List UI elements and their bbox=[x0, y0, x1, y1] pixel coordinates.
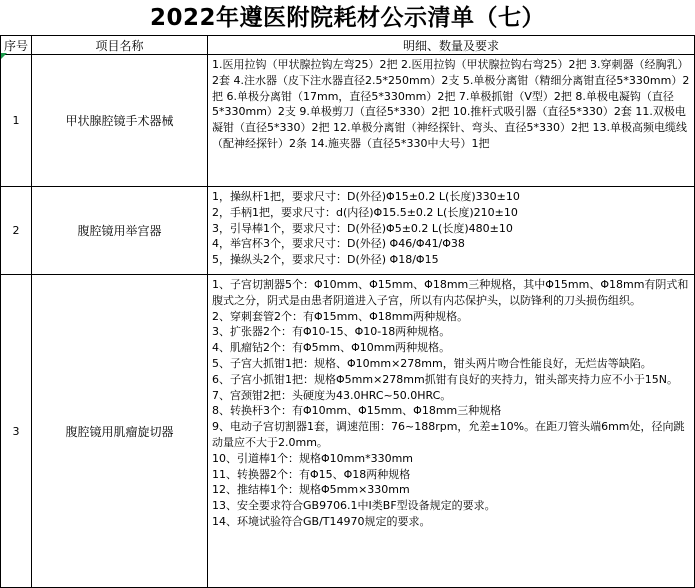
row-index[interactable]: 2 bbox=[1, 187, 32, 275]
table-row bbox=[1, 275, 695, 588]
requirement-line: 9、电动子宫切割器1套，调速范围：76~188rpm，允差±10%。在距刀管头端6mm处，径向跳动量应不大于2.0mm。 bbox=[212, 420, 685, 449]
requirement-line: 5、子宫大抓钳1把：规格、Φ10mm×278mm，钳头两片吻合性能良好，无烂齿等缺陷。 bbox=[212, 356, 652, 370]
item-name[interactable]: 腹腔镜用举宫器 bbox=[32, 187, 208, 275]
requirement-line: 3，引导棒1个，要求尺寸：D(外径)Φ5±0.2 L(长度)480±10 bbox=[212, 221, 513, 235]
requirement-line: 14、环境试验符合GB/T14970规定的要求。 bbox=[212, 514, 431, 528]
row-index[interactable]: 1 bbox=[1, 55, 32, 187]
header-row bbox=[1, 36, 695, 55]
table-row bbox=[1, 187, 695, 275]
requirement-line: 5，操纵头2个，要求尺寸：D(外径) Φ18/Φ15 bbox=[212, 253, 439, 267]
requirement-line: 1.医用拉钩（甲状腺拉钩左弯25）2把 2.医用拉钩（甲状腺拉钩右弯25）2把 3.穿刺器（经胸乳）2套 4.注水器（皮下注水器直径2.5*250mm）2支 5.单极分离钳（精细分离钳直径5*330mm）2把 6.单极分离钳（17mm，直径5*330mm）2把 7.单极抓钳（V型）2把 8.单极电凝钩（直径5*330mm）2支 9.单极剪刀（直径5*330）2把 10.推杆式吸引器（直径5*330）2套 11.双极电凝钳（直径5*330）2把 12.单极分离钳（神经探针、弯头、直径5*330）2把 13.单极高频电缆线（配神经探针）2条 14.施夹器（直径5*330中大号）1把 bbox=[212, 58, 690, 150]
requirement-line: 3、扩张器2个：有Φ10-15、Φ10-18两种规格。 bbox=[212, 325, 451, 339]
consumables-table bbox=[0, 35, 695, 588]
item-name[interactable]: 甲状腺腔镜手术器械 bbox=[32, 55, 208, 187]
requirement-line: 4、肌瘤钻2个：有Φ5mm、Φ10mm两种规格。 bbox=[212, 341, 451, 355]
requirement-line: 2、穿刺套管2个：有Φ15mm、Φ18mm两种规格。 bbox=[212, 309, 469, 323]
comment-indicator-icon bbox=[1, 53, 7, 59]
requirement-line: 7、宫颈钳2把：头硬度为43.0HRC~50.0HRC。 bbox=[212, 388, 452, 402]
requirement-line: 1、子宫切割器5个：Φ10mm、Φ15mm、Φ18mm三种规格，其中Φ15mm、Φ18mm有阴式和腹式之分，阴式是由患者阴道进入子宫，所以有内芯保护头，以防锋利的刀头损伤组织。 bbox=[212, 278, 689, 307]
requirement-line: 13、安全要求符合GB9706.1中Ⅰ类BF型设备规定的要求。 bbox=[212, 499, 496, 513]
row-index[interactable]: 3 bbox=[1, 275, 32, 588]
table-row bbox=[1, 55, 695, 187]
requirement-line: 2，手柄1把，要求尺寸：d(内径)Φ15.5±0.2 L(长度)210±10 bbox=[212, 205, 518, 219]
page-title: 2022年遵医附院耗材公示清单（七） bbox=[149, 5, 545, 31]
item-name[interactable]: 腹腔镜用肌瘤旋切器 bbox=[32, 275, 208, 588]
requirement-line: 6、子宫小抓钳1把：规格Φ5mm×278mm抓钳有良好的夹持力，钳头部夹持力应不小于15N。 bbox=[212, 372, 678, 386]
requirement-line: 10、引道棒1个：规格Φ10mm*330mm bbox=[212, 451, 414, 465]
requirement-line: 11、转换器2个：有Φ15、Φ18两种规格 bbox=[212, 467, 411, 481]
requirements-cell[interactable] bbox=[208, 187, 695, 275]
requirements-cell[interactable] bbox=[208, 55, 695, 187]
header-name[interactable]: 项目名称 bbox=[32, 36, 208, 55]
requirement-line: 4，举宫杯3个，要求尺寸：D(外径) Φ46/Φ41/Φ38 bbox=[212, 237, 465, 251]
requirement-line: 8、转换杆3个：有Φ10mm、Φ15mm、Φ18mm三种规格 bbox=[212, 404, 502, 418]
requirement-line: 1，操纵杆1把，要求尺寸：D(外径)Φ15±0.2 L(长度)330±10 bbox=[212, 190, 520, 203]
requirements-cell[interactable] bbox=[208, 275, 695, 588]
header-requirements[interactable]: 明细、数量及要求 bbox=[208, 36, 695, 55]
requirement-line: 12、推结棒1个：规格Φ5mm×330mm bbox=[212, 483, 410, 497]
header-index[interactable]: 序号 bbox=[1, 36, 32, 55]
